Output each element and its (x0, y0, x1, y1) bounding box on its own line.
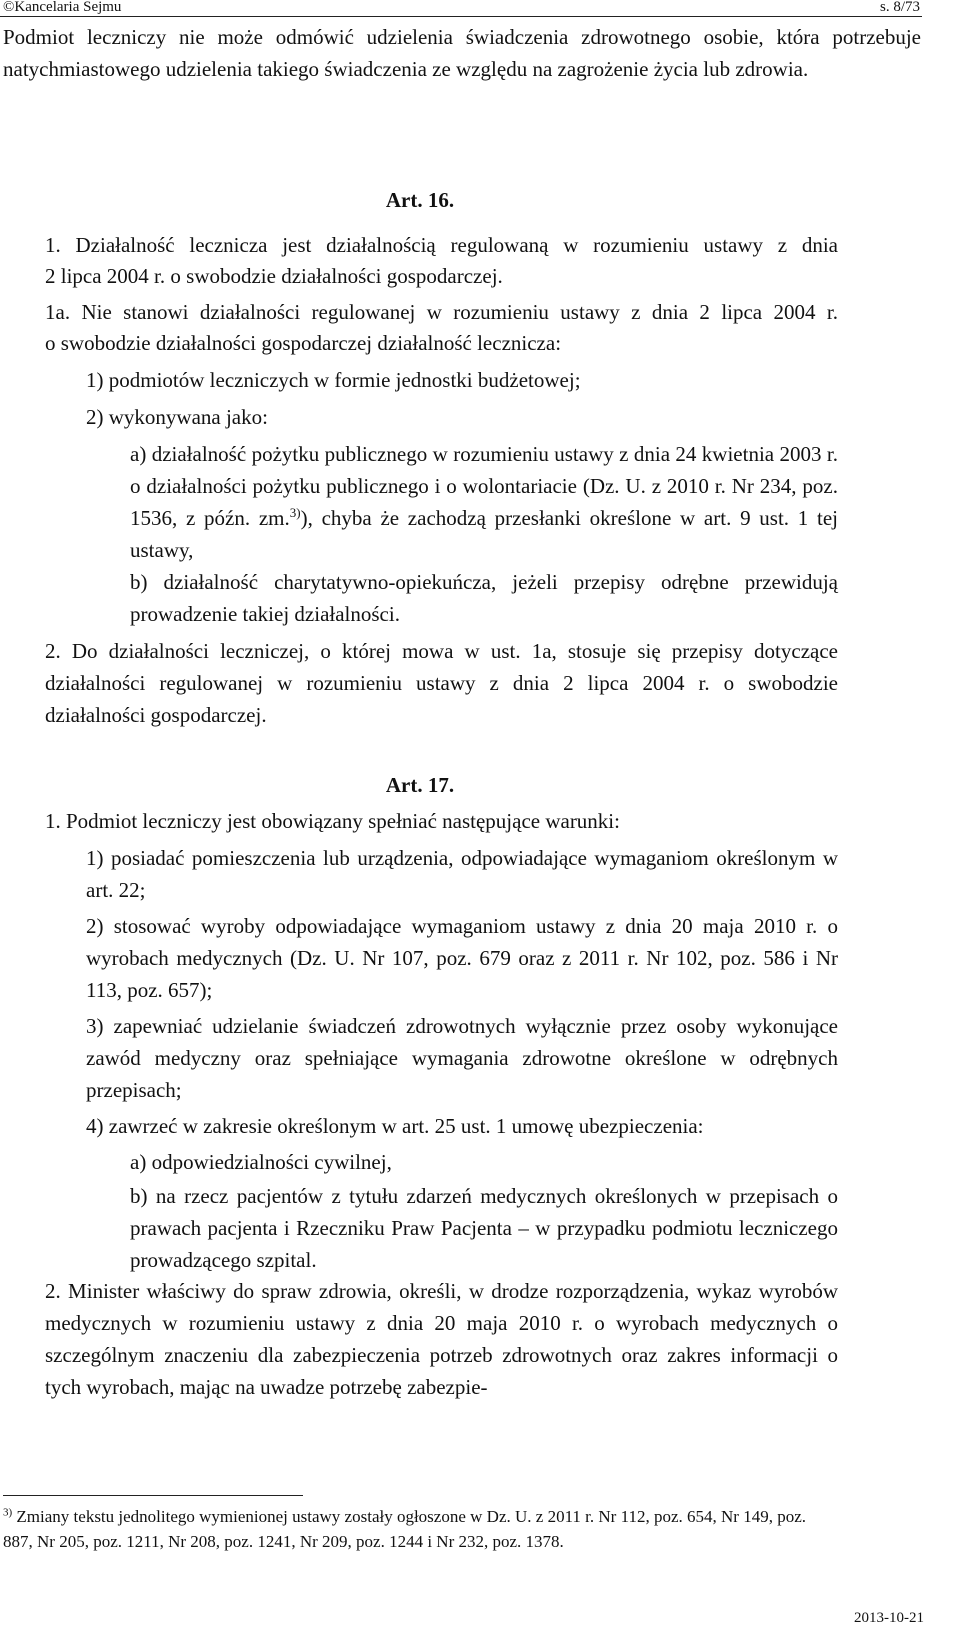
art16-p1-line2: 2 lipca 2004 r. o swobodzie działalności gospodarczej. (45, 264, 503, 288)
art17-item-4a: a) odpowiedzialności cywilnej, (130, 1150, 392, 1174)
art16-item-2: 2) wykonywana jako: (86, 405, 268, 429)
header-page-number: s. 8/73 (879, 0, 920, 15)
art16-title: Art. 16. (385, 188, 455, 212)
art17-item-3: 3) zapewniać udzielanie świadczeń zdrowotnych wyłącznie przez osoby wykonujące zawód medyczny oraz spełniające wymagania zdrowotne określone w odrębnych przepisach; (86, 1014, 838, 1102)
header-rule (0, 16, 922, 17)
art17-item-1: 1) posiadać pomieszczenia lub urządzenia, odpowiadające wymaganiom określonym w art. 22; (86, 846, 838, 902)
footnote-mark: 3) (3, 1506, 13, 1519)
art17-item-4b: b) na rzecz pacjentów z tytułu zdarzeń medycznych określonych w przepisach o prawach pacjenta i Rzeczniku Praw Pacjenta – w przypadku podmiotu leczniczego prowadzącego szpital. (130, 1184, 838, 1272)
art16-item-2b: b) działalność charytatywno-opiekuńcza, jeżeli przepisy odrębne przewidują prowadzenie takiej działalności. (130, 570, 838, 626)
footnote-ref: 3) (289, 505, 301, 520)
art16-p2: 2. Do działalności leczniczej, o której mowa w ust. 1a, stosuje się przepisy dotyczące działalności regulowanej w rozumieniu ustawy z dnia 2 lipca 2004 r. o swobodzie działalności gospodarczej. (45, 639, 838, 727)
footnote (3, 1504, 839, 1554)
art17-title: Art. 17. (385, 773, 455, 797)
footnote-rule (3, 1495, 303, 1496)
footnote-text: Zmiany tekstu jednolitego wymienionej ustawy zostały ogłoszone w Dz. U. z 2011 r. Nr 112, poz. 654, Nr 149, poz. 887, Nr 205, poz. 1211, Nr 208, poz. 1241, Nr 209, poz. 1244 i Nr 232, poz. 1378. (3, 1507, 806, 1551)
art17-item-4: 4) zawrzeć w zakresie określonym w art. 25 ust. 1 umowę ubezpieczenia: (86, 1114, 704, 1138)
art16-p1a-line1: 1a. Nie stanowi działalności regulowanej w rozumieniu ustawy z dnia 2 lipca 2004 r. (45, 300, 838, 324)
art16-item-1: 1) podmiotów leczniczych w formie jednostki budżetowej; (86, 368, 581, 392)
header-publisher: ©Kancelaria Sejmu (3, 0, 122, 15)
footer-date: 2013-10-21 (854, 1610, 924, 1626)
art17-p1: 1. Podmiot leczniczy jest obowiązany spełniać następujące warunki: (45, 809, 620, 833)
art17-p2: 2. Minister właściwy do spraw zdrowia, określi, w drodze rozporządzenia, wykaz wyrobów medycznych w rozumieniu ustawy z dnia 20 maja 2010 r. o wyrobach medycznych o szczególnym znaczeniu dla zabezpieczenia potrzeb zdrowotnych oraz zakres informacji o tych wyrobach, mając na uwadze potrzebę zabezpie- (45, 1279, 838, 1399)
art16-p1a-line2: o swobodzie działalności gospodarczej działalność lecznicza: (45, 331, 562, 355)
art16-p1-line1: 1. Działalność lecznicza jest działalnością regulowaną w rozumieniu ustawy z dnia (45, 233, 838, 257)
intro-paragraph: Podmiot leczniczy nie może odmówić udzielenia świadczenia zdrowotnego osobie, która potrzebuje natychmiastowego udzielenia takiego świadczenia ze względu na zagrożenie życia lub zdrowia. (3, 25, 921, 81)
art16-item-2a: a) działalność pożytku publicznego w rozumieniu ustawy z dnia 24 kwietnia 2003 r. o działalności pożytku publicznego i o wolontariacie (Dz. U. z 2010 r. Nr 234, poz. 1536, z późn. zm.$^{3)}$), chyba że zachodzą przesłanki określone w art. 9 ust. 1 tej ustawy, (130, 442, 839, 562)
art17-item-2: 2) stosować wyroby odpowiadające wymaganiom ustawy z dnia 20 maja 2010 r. o wyrobach medycznych (Dz. U. Nr 107, poz. 679 oraz z 2011 r. Nr 102, poz. 586 i Nr 113, poz. 657); (86, 914, 838, 1002)
